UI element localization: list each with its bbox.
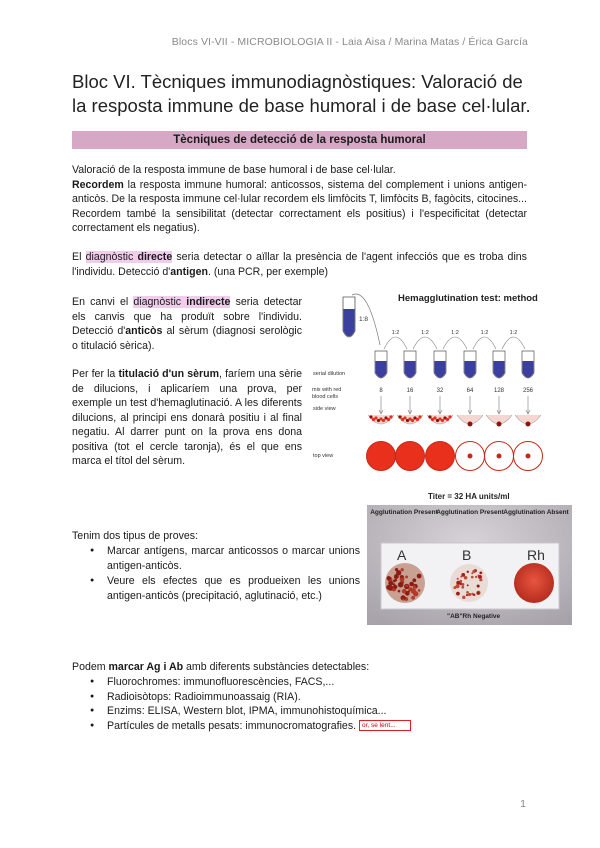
red-annotation-box: or, se lent... xyxy=(359,720,411,731)
clump xyxy=(407,590,409,592)
highlight-diagnostic xyxy=(86,251,173,263)
cell-dot xyxy=(369,415,372,418)
hemagglutination-figure xyxy=(310,287,572,504)
cell-dot xyxy=(411,419,414,422)
clump xyxy=(398,582,404,588)
cell-button xyxy=(497,422,502,427)
clump xyxy=(398,590,401,593)
tube-value: 16 xyxy=(406,388,414,394)
cell-dot xyxy=(446,418,449,421)
clump xyxy=(456,592,460,596)
dilution-ratio: 1:2 xyxy=(509,330,518,336)
tube-value: 64 xyxy=(466,388,474,394)
bold-titulacio: titulació d'un sèrum xyxy=(118,368,220,380)
clump xyxy=(393,585,397,589)
clump xyxy=(462,596,465,599)
text: seria detectar o aïllar la presència de l'agent infecciós que es troba dins l'individu. Detecció d' xyxy=(72,251,527,278)
clump xyxy=(457,578,459,580)
paragraph-direct xyxy=(72,250,527,279)
label-top-view: top view xyxy=(313,453,334,459)
label-mix: mix with red blood cells xyxy=(312,387,342,400)
top-well xyxy=(426,442,455,471)
header-a-container xyxy=(369,509,439,529)
clump xyxy=(413,585,416,588)
tube-liquid xyxy=(523,361,534,378)
bold-directe: directe xyxy=(137,251,173,263)
header-b-container xyxy=(435,509,505,529)
titer-label: Titer = 32 HA units/ml xyxy=(428,492,510,501)
clump xyxy=(468,593,471,596)
top-well-dot xyxy=(526,454,531,459)
cell-button xyxy=(526,422,531,427)
tube-value: 8 xyxy=(379,388,383,394)
clump xyxy=(400,578,404,582)
clump xyxy=(479,571,482,574)
top-well xyxy=(396,442,425,471)
agglutination-photo xyxy=(367,505,572,625)
dilution-ratio: 1:2 xyxy=(451,330,459,336)
bold-indirecte: indirecte xyxy=(186,296,231,308)
clump xyxy=(477,585,480,588)
clump xyxy=(473,594,475,596)
cell-dot xyxy=(416,418,419,421)
text: Per fer la xyxy=(72,368,119,380)
recordem-bold: Recordem xyxy=(72,178,124,191)
label-serial-dilution: serial dilution xyxy=(313,371,346,377)
clump xyxy=(466,591,469,594)
text: amb diferents substàncies detectables: xyxy=(183,661,370,673)
cell-dot xyxy=(389,415,392,418)
tube-value: 256 xyxy=(522,388,534,394)
clump xyxy=(467,584,469,586)
intro-line: Valoració de la resposta immune de base humoral i de base cel·lular. xyxy=(72,164,396,176)
dilution-ratio: 1:2 xyxy=(480,330,489,336)
clump xyxy=(413,591,418,596)
clump xyxy=(460,576,462,578)
dilution-ratio: 1:2 xyxy=(421,330,429,336)
tests-intro: Tenim dos tipus de proves: xyxy=(72,530,199,542)
clump xyxy=(412,578,416,582)
clump xyxy=(411,596,415,600)
top-well-dot xyxy=(468,454,473,459)
label-side-view: side view xyxy=(313,406,336,412)
bold-antigen: antigen xyxy=(170,265,208,278)
clump xyxy=(405,575,408,578)
text: En canvi el xyxy=(72,296,134,308)
clump xyxy=(459,580,462,583)
stock-tube xyxy=(343,297,355,337)
clump xyxy=(480,579,483,582)
header-rh: Agglutination Absent xyxy=(503,509,569,516)
cell-dot xyxy=(433,416,436,419)
cell-dot xyxy=(441,419,444,422)
header-a: Agglutination Present xyxy=(370,509,438,516)
text: El xyxy=(72,251,86,263)
clump xyxy=(393,580,396,583)
list-item: ● Fluorochromes: immunofluorescències, FACS,... xyxy=(107,675,507,690)
tube-liquid xyxy=(376,361,387,378)
clump xyxy=(453,586,456,589)
clump xyxy=(461,583,464,586)
paragraph-indirect xyxy=(72,295,302,353)
first-ratio: 1:8 xyxy=(359,316,369,323)
clump xyxy=(405,585,408,588)
cell-button xyxy=(468,422,473,427)
cell-dot xyxy=(374,416,377,419)
list-item: ● Radioisòtops: Radioimmunoassaig (RIA). xyxy=(107,690,507,705)
clump xyxy=(394,576,397,579)
clump xyxy=(475,576,477,578)
tests-list xyxy=(72,544,360,603)
clump xyxy=(478,575,482,579)
clump xyxy=(387,576,391,580)
tube-value: 32 xyxy=(436,388,444,394)
hemag-title: Hemagglutination test: method xyxy=(398,293,538,304)
header-b: Agglutination Present xyxy=(436,509,504,516)
clump xyxy=(466,594,468,596)
letter-rh: Rh xyxy=(527,547,545,563)
list-item-last xyxy=(107,719,507,734)
dilution-ratio: 1:2 xyxy=(391,330,400,336)
letter-a: A xyxy=(397,547,407,563)
list-item: ● Marcar antígens, marcar anticossos o marcar unions antigen-anticòs. xyxy=(107,544,360,573)
cell-dot xyxy=(382,419,385,422)
cell-dot xyxy=(387,418,390,421)
clump xyxy=(476,591,479,594)
tube-liquid xyxy=(494,361,505,378)
clump xyxy=(408,587,412,591)
text: diagnòstic xyxy=(85,251,138,263)
list-item-text: Partícules de metalls pesats: immunocromatografies. xyxy=(107,719,357,732)
clump xyxy=(467,571,469,573)
page-header: Blocs VI-VII - MICROBIOLOGIA II - Laia Aisa / Marina Matas / Érica García xyxy=(171,36,528,48)
text: diagnòstic xyxy=(133,296,187,308)
markers-list xyxy=(72,675,507,733)
section-heading: Tècniques de detecció de la resposta humoral xyxy=(72,131,527,149)
cell-dot xyxy=(418,415,421,418)
clump xyxy=(417,574,422,579)
clump xyxy=(409,582,414,587)
bold-anticos: anticòs xyxy=(125,325,163,337)
clump xyxy=(471,576,474,579)
page-title: Bloc VI. Tècniques immunodiagnòstiques: Valoració de la resposta immune de base humoral i de base cel·lular. xyxy=(72,71,531,116)
clump xyxy=(418,589,421,592)
header-rh-container xyxy=(501,509,571,529)
paragraph-titulation xyxy=(72,367,302,469)
tube-liquid xyxy=(405,361,416,378)
clump xyxy=(396,570,401,575)
text: al sèrum (diagnosi serològic o titulació sèrica). xyxy=(72,325,303,352)
clump xyxy=(401,568,404,571)
top-well-dot xyxy=(497,454,502,459)
bold-marcar: marcar Ag i Ab xyxy=(108,661,184,673)
tube-liquid xyxy=(465,361,476,378)
cell-dot xyxy=(428,415,431,418)
tube-liquid xyxy=(435,361,446,378)
text: Podem xyxy=(72,661,109,673)
paragraph-intro xyxy=(72,163,527,236)
clump xyxy=(461,586,464,589)
drop-rh xyxy=(514,563,554,603)
cell-dot xyxy=(403,416,406,419)
page-number: 1 xyxy=(520,798,526,810)
highlight-diagnostic xyxy=(133,296,230,308)
clump xyxy=(388,581,393,586)
cell-dot xyxy=(448,415,451,418)
list-item: ● Veure els efectes que es produeixen les unions antigen-anticòs (precipitació, aglutinació, etc.) xyxy=(107,574,360,603)
list-item: ● Enzims: ELISA, Western blot, IPMA, immunohistoquímica... xyxy=(107,704,507,719)
top-well xyxy=(367,442,396,471)
clump xyxy=(472,570,475,573)
text: , faríem una sèrie de dilucions, i aplicaríem una prova, per exemple un test d'hemaglutinació. A les diferents dilucions, al principi ens donarà positiu i al final negatiu. Al darrer punt on la prova ens dona positiva (tot el cercle taronja), és el que ens marca el títol del sèrum. xyxy=(72,368,302,467)
intro-rest: la resposta immune humoral: anticossos, sistema del complement i unions antigen-anticòs. De la resposta immune cel·lular recordem els limfòcits T, limfòcits B, fagòcits, citocines... Recordem també la sensibilitat (detectar correctament els positius) i l'especificitat (detectar correctament els negatius). xyxy=(72,178,527,234)
text: seria detectar els canvis que ha produït sobre l'individu. Detecció d' xyxy=(72,296,302,337)
paragraph-markers xyxy=(72,660,527,675)
drop-b xyxy=(450,564,488,602)
text: . (una PCR, per exemple) xyxy=(207,265,329,278)
cell-dot xyxy=(398,415,401,418)
clump xyxy=(402,598,404,600)
tube-value: 128 xyxy=(493,388,505,394)
clump xyxy=(464,576,468,580)
letter-b: B xyxy=(462,547,472,563)
slide-caption: "AB"Rh Negative xyxy=(447,613,501,620)
